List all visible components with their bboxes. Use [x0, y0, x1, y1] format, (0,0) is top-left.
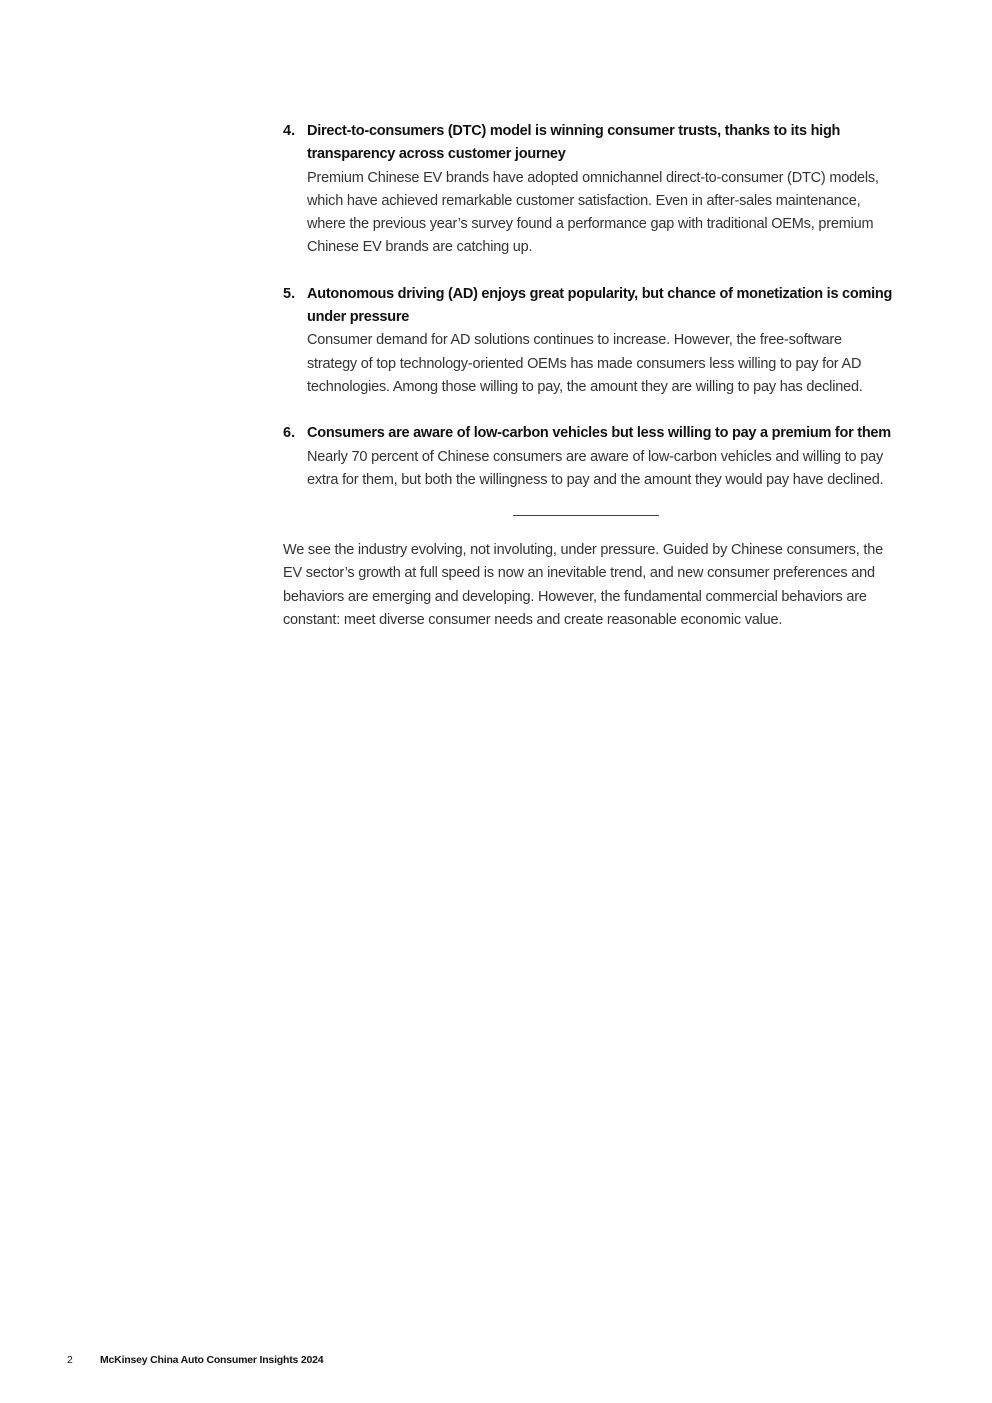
list-item-number: 6. — [283, 425, 296, 442]
list-item-4 — [283, 120, 893, 260]
list-item-heading: Autonomous driving (AD) enjoys great popularity, but chance of monetization is coming under pressure — [307, 285, 893, 326]
page-number: 2 — [67, 1354, 73, 1366]
list-item-5 — [283, 283, 893, 399]
list-item-body: Premium Chinese EV brands have adopted omnichannel direct-to-consumer (DTC) models, which have achieved remarkable customer satisfaction. Even in after-sales maintenance, where the previous year’s survey found a performance gap with traditional OEMs, premium Chinese EV brands are catching up. — [307, 169, 879, 256]
closing-paragraph: We see the industry evolving, not involuting, under pressure. Guided by Chinese consumers, the EV sector’s growth at full speed is now an inevitable trend, and new consumer preferences and behaviors are emerging and developing. However, the fundamental commercial behaviors are constant: meet diverse consumer needs and create reasonable economic value. — [283, 542, 883, 629]
publication-title: McKinsey China Auto Consumer Insights 2024 — [100, 1354, 324, 1366]
list-item-body: Consumer demand for AD solutions continues to increase. However, the free-software strategy of top technology-oriented OEMs has made consumers less willing to pay for AD technologies. Among those willing to pay, the amount they are willing to pay has declined. — [307, 332, 863, 395]
list-item-6 — [283, 422, 893, 492]
main-content — [283, 120, 893, 632]
page-footer — [67, 1354, 323, 1366]
list-item-body: Nearly 70 percent of Chinese consumers are aware of low-carbon vehicles and willing to pay extra for them, but both the willingness to pay and the amount they would pay have declined. — [307, 448, 884, 488]
list-item-heading: Consumers are aware of low-carbon vehicles but less willing to pay a premium for them — [307, 425, 891, 442]
section-divider — [513, 515, 659, 516]
list-item-number: 5. — [283, 285, 296, 302]
list-item-number: 4. — [283, 123, 296, 139]
list-item-heading: Direct-to-consumers (DTC) model is winning consumer trusts, thanks to its high transparency across customer journey — [307, 123, 841, 163]
